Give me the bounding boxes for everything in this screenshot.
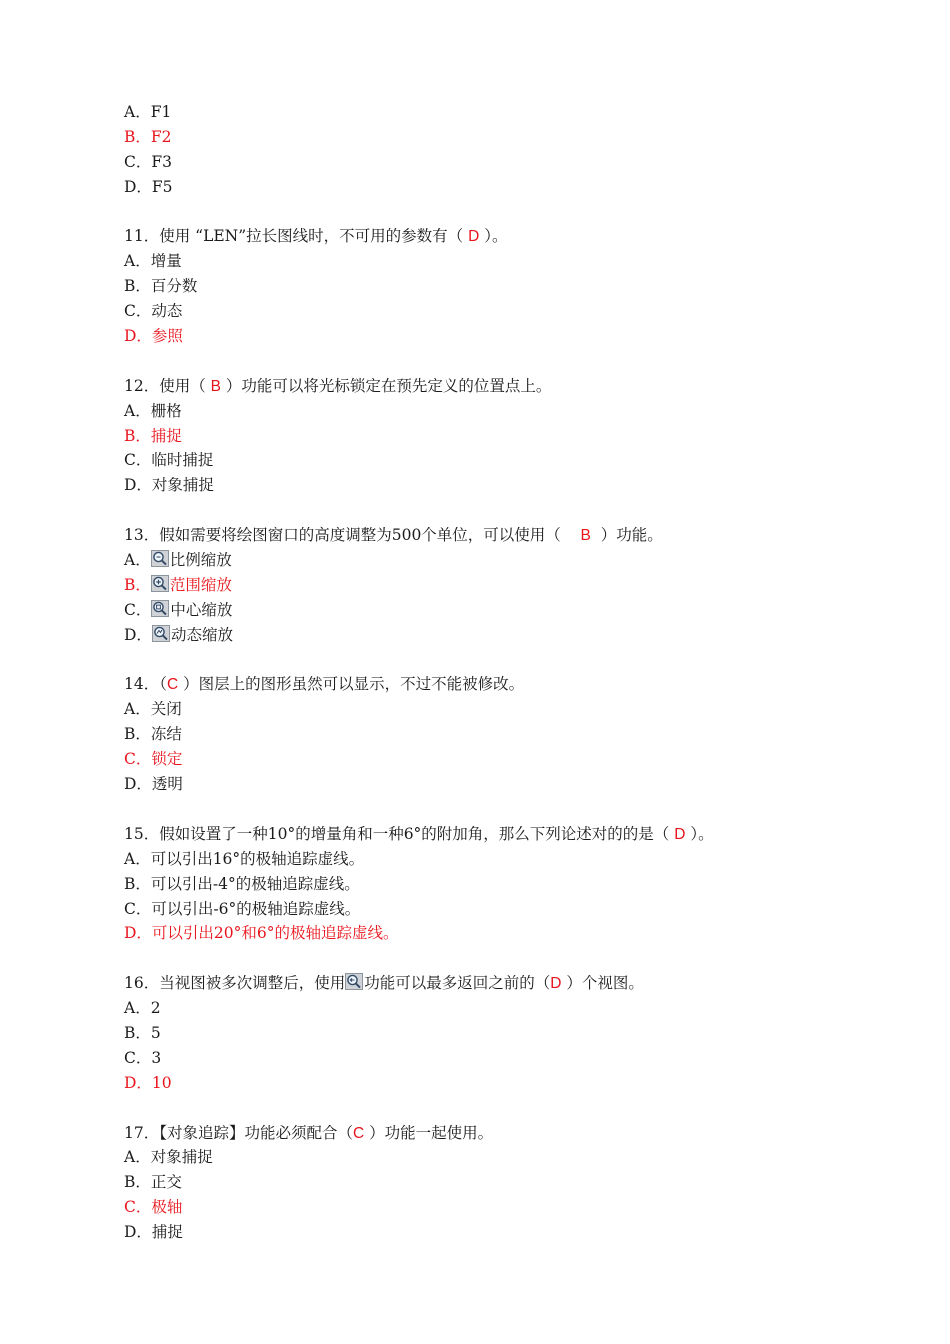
zoom-extents-icon — [151, 575, 169, 592]
q15-stem — [124, 822, 904, 847]
q15-stem-end: ）。 — [685, 824, 714, 843]
q14-option-d: D．透明 — [124, 775, 183, 794]
q14-option-c-correct: C．锁定 — [124, 750, 183, 769]
spacer — [124, 349, 904, 374]
q16-stem-text: 16．当视图被多次调整后，使用 — [124, 974, 346, 993]
q13-option-d-text: 动态缩放 — [170, 625, 233, 644]
q12-option-c: C．临时捕捉 — [124, 451, 214, 470]
q13-option-a-letter: A． — [124, 551, 151, 570]
q10-option-c: C．F3 — [124, 152, 172, 171]
q15-answer: D — [674, 825, 686, 843]
q10-option-d: D．F5 — [124, 177, 173, 196]
q13-stem — [124, 523, 904, 548]
q14-answer: C — [166, 676, 179, 694]
q11-option-b: B．百分数 — [124, 277, 198, 296]
q11-stem — [124, 224, 904, 249]
q13-option-b-letter: B． — [124, 575, 151, 594]
spacer — [124, 1096, 904, 1121]
q15-option-b: B．可以引出-4°的极轴追踪虚线。 — [124, 874, 360, 893]
q11-stem-end: ）。 — [479, 227, 508, 246]
spacer — [124, 946, 904, 971]
q12-option-d: D．对象捕捉 — [124, 476, 214, 495]
q13-stem-text: 13．假如需要将绘图窗口的高度调整为500个单位，可以使用（ — [124, 526, 581, 545]
q15-option-d-correct: D．可以引出20°和6°的极轴追踪虚线。 — [124, 924, 399, 943]
q14-option-b: B．冻结 — [124, 725, 182, 744]
q17-option-d: D．捕捉 — [124, 1223, 183, 1242]
q13-stem-end: ）功能。 — [590, 526, 663, 545]
q13-option-d-letter: D． — [124, 625, 152, 644]
q16-option-a: A．2 — [124, 999, 161, 1018]
q15-option-a: A．可以引出16°的极轴追踪虚线。 — [124, 849, 365, 868]
q11-option-c: C．动态 — [124, 302, 183, 321]
q17-stem-end: ）功能一起使用。 — [364, 1123, 494, 1142]
q11-answer: D — [468, 228, 480, 246]
q14-stem — [124, 672, 904, 697]
q14-stem-end: ）图层上的图形虽然可以显示，不过不能被修改。 — [178, 675, 525, 694]
q16-option-d-correct: D．10 — [124, 1073, 172, 1092]
q13-option-d — [124, 623, 904, 648]
q13-option-a-text: 比例缩放 — [169, 551, 232, 570]
q13-option-b-text: 范围缩放 — [169, 575, 232, 594]
q14-option-a: A．关闭 — [124, 700, 182, 719]
q10-option-a: A．F1 — [124, 103, 172, 121]
zoom-previous-icon — [345, 973, 363, 990]
q17-option-c-correct: C．极轴 — [124, 1198, 183, 1217]
exam-page — [124, 100, 904, 1245]
q17-answer: C — [352, 1124, 365, 1142]
q12-stem-text: 12．使用（ — [124, 376, 211, 395]
q16-option-c: C．3 — [124, 1048, 162, 1067]
q13-option-c-letter: C． — [124, 600, 152, 619]
q12-option-b-correct: B．捕捉 — [124, 426, 182, 445]
spacer — [124, 797, 904, 822]
q17-option-a: A．对象捕捉 — [124, 1148, 213, 1167]
q10-option-b-correct: B．F2 — [124, 127, 172, 146]
q13-option-c-text: 中心缩放 — [170, 600, 233, 619]
q11-stem-text: 11．使用 “LEN”拉长图线时，不可用的参数有（ — [124, 227, 469, 246]
q12-answer: B — [210, 377, 221, 395]
spacer — [124, 200, 904, 225]
q13-option-b-correct — [124, 573, 904, 598]
q13-option-a — [124, 548, 904, 573]
spacer — [124, 648, 904, 673]
q13-answer: B — [580, 527, 591, 545]
q11-option-a: A．增量 — [124, 252, 182, 271]
zoom-scale-icon — [151, 550, 169, 567]
zoom-center-icon — [151, 600, 169, 617]
spacer — [124, 498, 904, 523]
q12-option-a: A．栅格 — [124, 401, 182, 420]
q11-option-d-correct: D．参照 — [124, 327, 183, 346]
q17-stem — [124, 1121, 904, 1146]
q16-stem-end: ）个视图。 — [561, 974, 644, 993]
q12-stem — [124, 374, 904, 399]
q16-answer: D — [550, 975, 562, 993]
q16-option-b: B．5 — [124, 1023, 161, 1042]
q13-option-c — [124, 598, 904, 623]
q17-stem-text: 17．【对象追踪】功能必须配合（ — [124, 1123, 353, 1142]
q12-stem-end: ）功能可以将光标锁定在预先定义的位置点上。 — [221, 376, 552, 395]
q15-stem-text: 15．假如设置了一种10°的增量角和一种6°的附加角，那么下列论述对的的是（ — [124, 824, 675, 843]
q16-stem — [124, 971, 904, 996]
q15-option-c: C．可以引出-6°的极轴追踪虚线。 — [124, 899, 361, 918]
q16-stem-mid: 功能可以最多返回之前的（ — [364, 974, 551, 993]
q14-stem-text: 14．（ — [124, 675, 167, 694]
q17-option-b: B．正交 — [124, 1173, 182, 1192]
zoom-dynamic-icon — [152, 625, 170, 642]
